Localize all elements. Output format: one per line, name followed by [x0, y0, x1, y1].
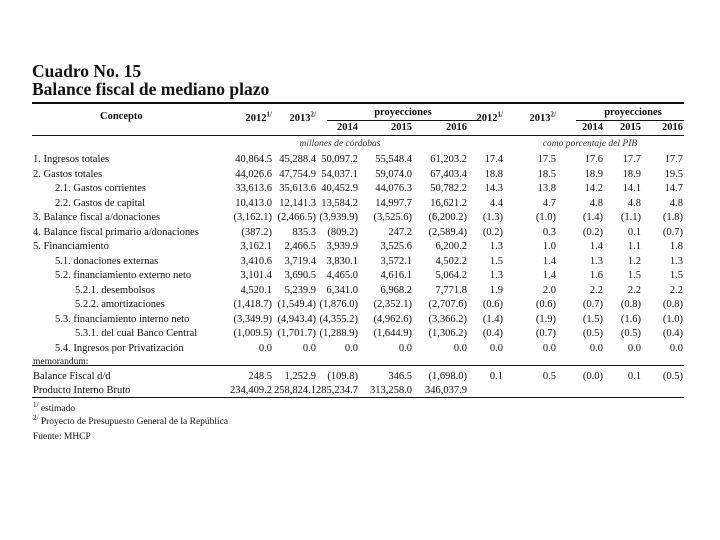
table-cell: 1.4: [589, 241, 603, 252]
table-cell: 2.0: [542, 284, 556, 296]
table-cell: 17.6: [584, 154, 603, 165]
table-cell: 6,341.0: [326, 284, 358, 296]
row-label: 5.3.1. del cual Banco Central: [75, 328, 198, 339]
table-cell: (1.6): [620, 313, 641, 325]
table-number: Cuadro No. 15: [32, 61, 142, 81]
table-cell: (3,939.9): [319, 212, 358, 223]
table-cell: 1.5: [489, 255, 503, 267]
table-cell: (0.6): [535, 299, 556, 310]
table-cell: 18.5: [537, 168, 556, 180]
row-label: 1. Ingresos totales: [33, 154, 110, 165]
table-cell: 0.0: [398, 342, 412, 354]
table-cell: 1.8: [669, 241, 683, 252]
year-label: 2016: [446, 122, 467, 133]
bottom-rule: [32, 397, 684, 398]
table-cell: 13,584.2: [321, 197, 358, 209]
table-cell: 4.8: [627, 197, 641, 209]
column-header-year: [631, 121, 683, 134]
table-cell: 1.4: [542, 255, 556, 267]
table-cell: (2,466.5): [277, 212, 316, 223]
year-label: 2015: [391, 122, 412, 133]
units-label-right: como porcentaje del PIB: [542, 139, 638, 149]
row-label: 3. Balance fiscal a/donaciones: [33, 212, 161, 223]
table-cell: 2.2: [669, 284, 683, 296]
row-label: 5.2.1. desembolsos: [75, 284, 155, 296]
table-cell: 4.8: [589, 197, 603, 209]
body-rule: [32, 365, 684, 366]
table-cell: 13.8: [537, 183, 556, 194]
table-cell: (1,288.9): [319, 328, 358, 339]
table-cell: (2,589.4): [428, 226, 467, 238]
table-cell: (1.1): [620, 212, 641, 223]
table-cell: (0.2): [482, 226, 503, 238]
table-cell: 14.1: [622, 183, 641, 194]
year-footnote-marker: 2/: [550, 110, 556, 119]
table-cell: 18.9: [584, 168, 603, 180]
footnote-marker: 2/: [33, 413, 39, 422]
table-cell: (0.5): [620, 328, 641, 339]
year-label: 2014: [337, 122, 358, 133]
table-cell: (1,701.7): [277, 328, 316, 339]
table-cell: 1.3: [489, 270, 503, 281]
table-cell: 0.0: [344, 342, 358, 354]
table-cell: 4.8: [669, 197, 683, 209]
table-cell: (1,418.7): [233, 299, 272, 310]
table-cell: (0.8): [662, 299, 683, 310]
row-label: 2.2. Gastos de capital: [55, 197, 146, 209]
table-cell: 1.4: [542, 270, 556, 281]
table-cell: 67,403.4: [430, 168, 467, 180]
row-label: 5.4. Ingresos por Privatización: [55, 342, 184, 354]
table-cell: 3,162.1: [240, 241, 272, 252]
table-cell: (0.5): [582, 328, 603, 339]
year-label: 2013: [529, 113, 551, 124]
table-cell: 1.9: [489, 284, 503, 296]
table-cell: 4,520.1: [240, 284, 272, 296]
table-cell: (1.0): [535, 212, 556, 223]
table-cell: 3,410.6: [240, 255, 272, 267]
table-cell: 18.9: [622, 168, 641, 180]
table-cell: 1.3: [589, 255, 603, 267]
table-cell: (4,962.6): [373, 313, 412, 325]
table-cell: 0.0: [489, 342, 503, 354]
year-footnote-marker: 1/: [497, 110, 503, 119]
row-label: 5.1. donaciones externas: [55, 255, 159, 267]
row-label: 5.2.2. amortizaciones: [75, 299, 165, 310]
memo-cell: 1,252.9: [284, 371, 316, 382]
year-label: 2012: [476, 113, 498, 124]
table-cell: 247.2: [388, 226, 412, 238]
table-cell: (1,876.0): [319, 299, 358, 310]
table-cell: 0.0: [453, 342, 467, 354]
memo-row-label: Balance Fiscal d/d: [33, 371, 111, 382]
table-cell: 0.0: [669, 342, 683, 354]
table-cell: 5,064.2: [435, 270, 467, 281]
memo-cell: (0.0): [582, 371, 603, 382]
row-label: 2.1. Gastos corrientes: [55, 183, 146, 194]
table-cell: 3,101.4: [240, 270, 272, 281]
table-cell: 59,074.0: [375, 168, 412, 180]
footnote-marker: 1/: [33, 400, 39, 409]
table-cell: (0.7): [662, 226, 683, 238]
table-cell: 4,502.2: [435, 255, 467, 267]
table-cell: 17.4: [484, 154, 503, 165]
table-cell: (0.4): [482, 328, 503, 339]
year-footnote-marker: 1/: [266, 110, 272, 119]
table-cell: 17.7: [664, 154, 683, 165]
row-label: 4. Balance fiscal primario a/donaciones: [33, 226, 199, 238]
table-cell: (4,943.4): [277, 313, 316, 325]
table-cell: 4.4: [489, 197, 503, 209]
table-cell: (1.8): [662, 212, 683, 223]
table-cell: 6,968.2: [380, 284, 412, 296]
footnote: [33, 400, 76, 416]
memo-cell: 313,258.0: [370, 384, 412, 396]
table-cell: 5,239.9: [284, 284, 316, 296]
table-cell: (1.5): [582, 313, 603, 325]
table-cell: (809.2): [327, 226, 358, 238]
table-cell: 1.1: [627, 241, 641, 252]
memo-cell: 0.1: [627, 371, 641, 382]
memo-row-label: Producto Interno Bruto: [33, 384, 131, 396]
year-label: 2014: [582, 122, 603, 133]
row-label: 5. Financiamiento: [33, 241, 109, 252]
footnote-text: estimado: [38, 404, 76, 414]
table-cell: (0.7): [582, 299, 603, 310]
table-cell: (2,707.6): [428, 299, 467, 310]
memo-cell: (109.8): [327, 371, 358, 382]
table-title: Balance fiscal de mediano plazo: [32, 79, 270, 99]
table-cell: 0.0: [627, 342, 641, 354]
row-label: 5.3. financiamiento interno neto: [55, 313, 190, 325]
table-cell: 3,939.9: [326, 241, 358, 252]
table-cell: (1,549.4): [277, 299, 316, 310]
header-rule: [32, 135, 684, 136]
memo-cell: 0.1: [489, 371, 503, 382]
table-cell: (0.2): [582, 226, 603, 238]
table-cell: 47,754.9: [279, 168, 316, 180]
table-cell: 1.3: [489, 241, 503, 252]
column-header-year: [451, 112, 503, 125]
table-cell: (4,355.2): [319, 313, 358, 325]
column-header-year: [306, 121, 358, 134]
table-cell: 44,076.3: [375, 183, 412, 194]
table-cell: 0.0: [542, 342, 556, 354]
column-header-concepto: Concepto: [100, 111, 143, 122]
table-cell: 0.1: [627, 226, 641, 238]
table-cell: (0.6): [482, 299, 503, 310]
table-cell: 14.7: [664, 183, 683, 194]
year-label: 2013: [289, 113, 311, 124]
table-cell: (1,644.9): [373, 328, 412, 339]
year-label: 2015: [620, 122, 641, 133]
footnote: [33, 413, 229, 429]
table-cell: 61,203.2: [430, 154, 467, 165]
table-cell: 2,466.5: [284, 241, 316, 252]
memo-cell: 346,037.9: [425, 384, 467, 396]
table-cell: 17.5: [537, 154, 556, 165]
table-cell: 2.2: [627, 284, 641, 296]
table-cell: 3,525.6: [380, 241, 412, 252]
table-cell: 0.3: [542, 226, 556, 238]
table-cell: (1.4): [582, 212, 603, 223]
table-cell: (1.3): [482, 212, 503, 223]
table-cell: (2,352.1): [373, 299, 412, 310]
table-cell: 1.5: [627, 270, 641, 281]
table-cell: 44,026.6: [235, 168, 272, 180]
table-cell: (3,366.2): [428, 313, 467, 325]
table-cell: (0.7): [535, 328, 556, 339]
memo-cell: 248.5: [248, 371, 272, 382]
table-cell: 3,719.4: [284, 255, 316, 267]
table-cell: 1.6: [589, 270, 603, 281]
table-cell: 6,200.2: [435, 241, 467, 252]
table-cell: 14.3: [484, 183, 503, 194]
memo-cell: (0.5): [662, 371, 683, 382]
table-cell: 50,097.2: [321, 154, 358, 165]
table-cell: 50,782.2: [430, 183, 467, 194]
table-cell: 4,465.0: [326, 270, 358, 281]
memo-cell: 285,234.7: [316, 384, 358, 396]
memo-label: memorandum:: [33, 357, 89, 367]
proyecciones-label-right: proyecciones: [604, 107, 662, 118]
table-cell: 2.2: [589, 284, 603, 296]
table-cell: 835.3: [292, 226, 316, 238]
table-cell: 14,997.7: [375, 197, 412, 209]
table-cell: (3,525.6): [373, 212, 412, 223]
table-cell: 14.2: [584, 183, 603, 194]
table-cell: (1,306.2): [428, 328, 467, 339]
table-cell: 3,690.5: [284, 270, 316, 281]
table-cell: 1.3: [669, 255, 683, 267]
table-cell: 7,771.8: [435, 284, 467, 296]
memo-cell: 346.5: [388, 371, 412, 382]
table-cell: 4,616.1: [380, 270, 412, 281]
table-cell: 17.7: [622, 154, 641, 165]
table-cell: 19.5: [664, 168, 683, 180]
table-cell: 33,613.6: [235, 183, 272, 194]
proyecciones-label-left: proyecciones: [374, 107, 432, 118]
table-cell: (0.4): [662, 328, 683, 339]
table-cell: (3,162.1): [233, 212, 272, 223]
table-cell: 0.0: [302, 342, 316, 354]
table-cell: (0.8): [620, 299, 641, 310]
table-cell: 45,288.4: [279, 154, 316, 165]
table-cell: 12,141.3: [279, 197, 316, 209]
table-cell: 54,037.1: [321, 168, 358, 180]
row-label: 5.2. financiamiento externo neto: [55, 270, 192, 281]
table-cell: 0.0: [589, 342, 603, 354]
table-cell: (3,349.9): [233, 313, 272, 325]
table-cell: 1.5: [669, 270, 683, 281]
footnote-text: Proyecto de Presupuesto General de la República: [38, 417, 229, 427]
table-cell: 3,572.1: [380, 255, 412, 267]
source-note: Fuente: MHCP: [33, 432, 91, 442]
table-cell: 40,452.9: [321, 183, 358, 194]
memo-cell: (1,698.0): [428, 371, 467, 382]
table-cell: 0.0: [258, 342, 272, 354]
memo-cell: 258,824.1: [274, 384, 316, 396]
table-cell: (387.2): [241, 226, 272, 238]
table-cell: 4.7: [542, 197, 556, 209]
memo-cell: 0.5: [542, 371, 556, 382]
table-cell: (1.0): [662, 313, 683, 325]
table-cell: 1.2: [627, 255, 641, 267]
year-label: 2012: [245, 113, 267, 124]
title-rule: [32, 102, 684, 104]
column-header-year: [360, 121, 412, 134]
column-header-year: [504, 112, 556, 125]
table-cell: 18.8: [484, 168, 503, 180]
table-cell: (1.4): [482, 313, 503, 325]
row-label: 2. Gastos totales: [33, 168, 103, 180]
table-cell: 3,830.1: [326, 255, 358, 267]
table-cell: (1,009.5): [233, 328, 272, 339]
table-cell: (1.9): [535, 313, 556, 325]
table-cell: 16,621.2: [430, 197, 467, 209]
table-cell: 10,413.0: [235, 197, 272, 209]
table-cell: 55,548.4: [375, 154, 412, 165]
year-footnote-marker: 2/: [310, 110, 316, 119]
table-cell: 40,864.5: [235, 154, 272, 165]
table-cell: 35,613.6: [279, 183, 316, 194]
units-label-left: millones de córdobas: [299, 139, 381, 149]
year-label: 2016: [662, 122, 683, 133]
memo-cell: 234,409.2: [230, 384, 272, 396]
table-cell: (6,200.2): [428, 212, 467, 223]
table-cell: 1.0: [542, 241, 556, 252]
